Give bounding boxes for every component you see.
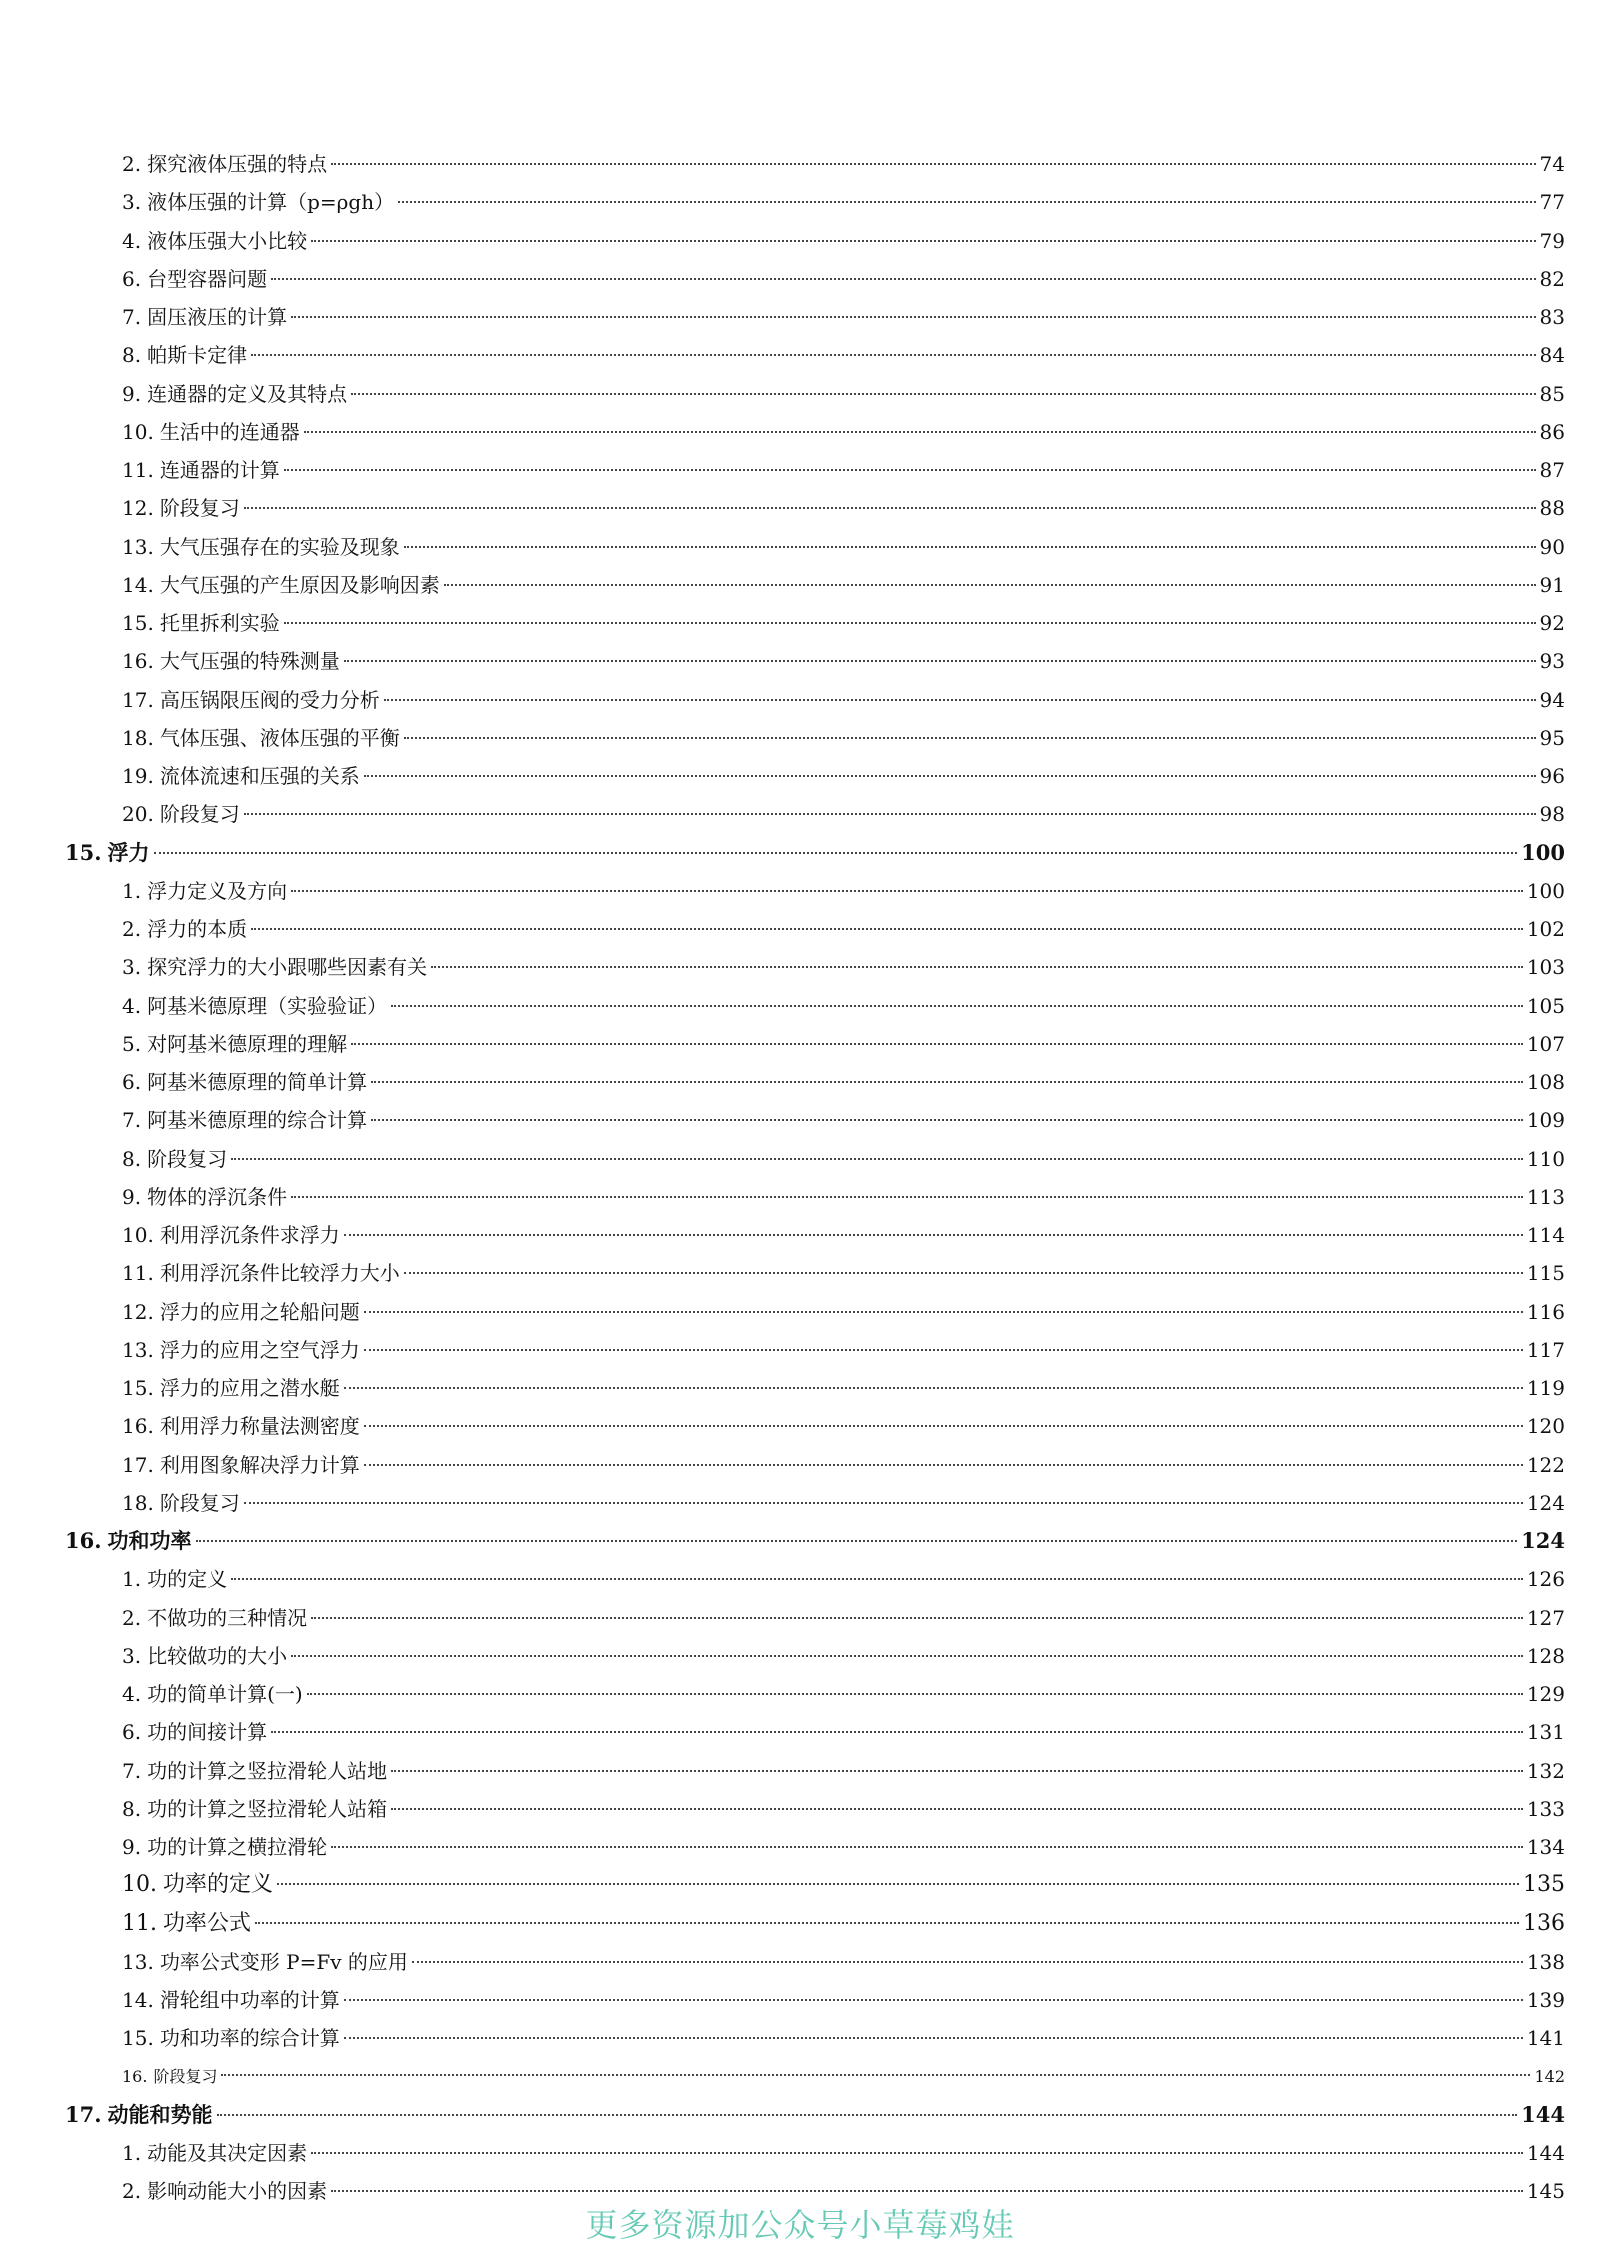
- toc-number: 4.: [122, 229, 142, 253]
- toc-number: 15.: [65, 840, 102, 865]
- toc-page-number: 145: [1526, 2179, 1565, 2203]
- toc-entry[interactable]: [122, 528, 1565, 566]
- toc-title: 对阿基米德原理的理解: [147, 1032, 348, 1056]
- dot-leader: [412, 1961, 1523, 1963]
- toc-entry[interactable]: [122, 1254, 1565, 1292]
- toc-entry[interactable]: [122, 1025, 1565, 1063]
- toc-page-number: 124: [1526, 1491, 1565, 1515]
- toc-number: 17.: [122, 1453, 154, 1477]
- toc-page-number: 139: [1526, 1988, 1565, 2012]
- toc-page-number: 92: [1539, 611, 1565, 635]
- dot-leader: [331, 2190, 1523, 2192]
- dot-leader: [344, 1387, 1523, 1389]
- toc-entry[interactable]: [122, 1828, 1565, 1866]
- toc-page-number: 102: [1526, 917, 1565, 941]
- toc-page-number: 113: [1526, 1185, 1565, 1209]
- toc-title: 托里拆利实验: [159, 611, 280, 635]
- toc-page-number: 134: [1526, 1835, 1565, 1859]
- toc-page-number: 126: [1526, 1567, 1565, 1591]
- toc-number: 15.: [122, 1376, 154, 1400]
- dot-leader: [271, 278, 1535, 280]
- toc-title: 浮力的应用之空气浮力: [159, 1338, 360, 1362]
- toc-number: 13.: [122, 1338, 154, 1362]
- toc-number: 11.: [122, 1261, 154, 1285]
- dot-leader: [391, 1808, 1523, 1810]
- toc-entry[interactable]: [122, 298, 1565, 336]
- toc-page-number: 136: [1523, 1911, 1565, 1936]
- dot-leader: [284, 469, 1536, 471]
- toc-number: 2.: [122, 917, 142, 941]
- toc-title: 浮力: [107, 840, 150, 865]
- toc-entry[interactable]: [122, 413, 1565, 451]
- toc-page-number: 135: [1523, 1872, 1565, 1897]
- dot-leader: [404, 546, 1536, 548]
- toc-number: 6.: [122, 267, 142, 291]
- dot-leader: [404, 1272, 1523, 1274]
- toc-page-number: 127: [1526, 1606, 1565, 1630]
- dot-leader: [364, 1464, 1523, 1466]
- toc-title: 利用浮沉条件比较浮力大小: [159, 1261, 400, 1285]
- toc-title: 功的简单计算(一): [147, 1682, 303, 1706]
- toc-page-number: 142: [1534, 2067, 1565, 2086]
- toc-page-number: 83: [1539, 305, 1565, 329]
- toc-title: 利用图象解决浮力计算: [159, 1453, 360, 1477]
- toc-page-number: 107: [1526, 1032, 1565, 1056]
- toc-number: 16.: [122, 2067, 148, 2086]
- toc-title: 阿基米德原理（实验验证）: [147, 994, 388, 1018]
- toc-page-number: 122: [1526, 1453, 1565, 1477]
- toc-title: 功和功率的综合计算: [159, 2026, 340, 2050]
- toc-title: 功和功率: [107, 1528, 192, 1553]
- toc-page-number: 109: [1526, 1108, 1565, 1132]
- toc-number: 10.: [122, 1872, 157, 1897]
- dot-leader: [398, 201, 1535, 203]
- toc-number: 12.: [122, 1300, 154, 1324]
- toc-page-number: 74: [1539, 152, 1565, 176]
- dot-leader: [196, 1540, 1518, 1542]
- dot-leader: [255, 1922, 1519, 1924]
- toc-page-number: 132: [1526, 1759, 1565, 1783]
- toc-entry[interactable]: [122, 1599, 1565, 1637]
- toc-page-number: 115: [1526, 1261, 1565, 1285]
- toc-page-number: 82: [1539, 267, 1565, 291]
- toc-number: 9.: [122, 382, 142, 406]
- toc-entry[interactable]: [122, 1790, 1565, 1828]
- toc-number: 14.: [122, 1988, 154, 2012]
- dot-leader: [364, 1349, 1523, 1351]
- toc-entry[interactable]: [122, 1943, 1565, 1981]
- toc-title: 功的定义: [147, 1567, 228, 1591]
- dot-leader: [344, 2037, 1523, 2039]
- toc-entry[interactable]: [122, 183, 1565, 221]
- toc-number: 1.: [122, 1567, 142, 1591]
- toc-page-number: 129: [1526, 1682, 1565, 1706]
- toc-title: 连通器的计算: [159, 458, 280, 482]
- toc-number: 18.: [122, 1491, 154, 1515]
- toc-title: 阶段复习: [153, 2067, 218, 2086]
- toc-entry[interactable]: [122, 2058, 1565, 2096]
- toc-page-number: 95: [1539, 726, 1565, 750]
- toc-page-number: 144: [1521, 2102, 1565, 2127]
- toc-title: 功的计算之横拉滑轮: [147, 1835, 328, 1859]
- toc-page-number: 79: [1539, 229, 1565, 253]
- toc-number: 10.: [122, 1223, 154, 1247]
- toc-entry[interactable]: [122, 2134, 1565, 2172]
- toc-title: 连通器的定义及其特点: [147, 382, 348, 406]
- toc-entry[interactable]: [122, 795, 1565, 833]
- toc-number: 4.: [122, 1682, 142, 1706]
- toc-page-number: 91: [1539, 573, 1565, 597]
- toc-title: 高压锅限压阀的受力分析: [159, 688, 380, 712]
- dot-leader: [244, 1502, 1523, 1504]
- dot-leader: [154, 852, 1518, 854]
- toc-title: 阶段复习: [159, 1491, 240, 1515]
- dot-leader: [244, 813, 1536, 815]
- toc-entry[interactable]: [122, 222, 1565, 260]
- toc-number: 2.: [122, 152, 142, 176]
- toc-entry[interactable]: [122, 336, 1565, 374]
- toc-number: 9.: [122, 1185, 142, 1209]
- dot-leader: [444, 584, 1536, 586]
- dot-leader: [391, 1770, 1523, 1772]
- toc-number: 2.: [122, 2179, 142, 2203]
- toc-page-number: 144: [1526, 2141, 1565, 2165]
- dot-leader: [244, 507, 1536, 509]
- toc-title: 物体的浮沉条件: [147, 1185, 288, 1209]
- dot-leader: [304, 431, 1536, 433]
- dot-leader: [271, 1731, 1523, 1733]
- toc-entry[interactable]: [122, 145, 1565, 183]
- toc-entry[interactable]: [122, 260, 1565, 298]
- toc-number: 16.: [65, 1528, 102, 1553]
- toc-page-number: 84: [1539, 343, 1565, 367]
- toc-page-number: 100: [1526, 879, 1565, 903]
- dot-leader: [371, 1119, 1523, 1121]
- dot-leader: [371, 1081, 1523, 1083]
- toc-entry[interactable]: [122, 1331, 1565, 1369]
- toc-title: 探究浮力的大小跟哪些因素有关: [147, 955, 428, 979]
- toc-entry[interactable]: [122, 1293, 1565, 1331]
- toc-title: 大气压强的特殊测量: [159, 649, 340, 673]
- toc-title: 滑轮组中功率的计算: [159, 1988, 340, 2012]
- toc-page-number: 93: [1539, 649, 1565, 673]
- toc-title: 液体压强大小比较: [147, 229, 308, 253]
- toc-title: 浮力的应用之轮船问题: [159, 1300, 360, 1324]
- toc-entry[interactable]: [122, 1407, 1565, 1445]
- toc-title: 功的计算之竖拉滑轮人站箱: [147, 1797, 388, 1821]
- toc-number: 3.: [122, 1644, 142, 1668]
- dot-leader: [251, 928, 1523, 930]
- toc-number: 9.: [122, 1835, 142, 1859]
- toc-entry[interactable]: [122, 1178, 1565, 1216]
- toc-page-number: 96: [1539, 764, 1565, 788]
- toc-number: 11.: [122, 458, 154, 482]
- toc-page-number: 88: [1539, 496, 1565, 520]
- toc-number: 8.: [122, 343, 142, 367]
- toc-title: 阿基米德原理的简单计算: [147, 1070, 368, 1094]
- dot-leader: [291, 890, 1523, 892]
- toc-page-number: 87: [1539, 458, 1565, 482]
- toc-entry[interactable]: [122, 757, 1565, 795]
- dot-leader: [344, 1999, 1523, 2001]
- toc-number: 2.: [122, 1606, 142, 1630]
- toc-number: 16.: [122, 649, 154, 673]
- toc-page-number: 90: [1539, 535, 1565, 559]
- dot-leader: [311, 240, 1535, 242]
- toc-page-number: 94: [1539, 688, 1565, 712]
- toc-page-number: 108: [1526, 1070, 1565, 1094]
- toc-page-number: 103: [1526, 955, 1565, 979]
- toc-title: 探究液体压强的特点: [147, 152, 328, 176]
- toc-entry[interactable]: [122, 1637, 1565, 1675]
- toc-page-number: 128: [1526, 1644, 1565, 1668]
- dot-leader: [251, 354, 1535, 356]
- toc-entry[interactable]: [122, 1675, 1565, 1713]
- toc-number: 20.: [122, 802, 154, 826]
- toc-title: 浮力定义及方向: [147, 879, 288, 903]
- toc-title: 阶段复习: [159, 496, 240, 520]
- toc-title: 功率公式变形 P=Fv 的应用: [159, 1950, 408, 1974]
- toc-entry[interactable]: [122, 1216, 1565, 1254]
- toc-title: 大气压强存在的实验及现象: [159, 535, 400, 559]
- toc-number: 1.: [122, 879, 142, 903]
- dot-leader: [431, 966, 1523, 968]
- dot-leader: [217, 2114, 1518, 2116]
- toc-title: 浮力的应用之潜水艇: [159, 1376, 340, 1400]
- toc-entry[interactable]: [122, 566, 1565, 604]
- toc-number: 5.: [122, 1032, 142, 1056]
- toc-number: 10.: [122, 420, 154, 444]
- toc-title: 流体流速和压强的关系: [159, 764, 360, 788]
- toc-title: 利用浮力称量法测密度: [159, 1414, 360, 1438]
- dot-leader: [384, 699, 1536, 701]
- toc-number: 13.: [122, 1950, 154, 1974]
- toc-title: 帕斯卡定律: [147, 343, 248, 367]
- toc-entry[interactable]: [122, 2019, 1565, 2057]
- dot-leader: [311, 2152, 1523, 2154]
- toc-title: 功的计算之竖拉滑轮人站地: [147, 1759, 388, 1783]
- toc-title: 阶段复习: [147, 1147, 228, 1171]
- toc-page-number: 131: [1526, 1720, 1565, 1744]
- toc-number: 16.: [122, 1414, 154, 1438]
- toc-page-number: 110: [1526, 1147, 1565, 1171]
- toc-number: 8.: [122, 1147, 142, 1171]
- toc-entry[interactable]: [122, 1981, 1565, 2019]
- toc-page-number: 85: [1539, 382, 1565, 406]
- toc-title: 浮力的本质: [147, 917, 248, 941]
- toc-title: 阶段复习: [159, 802, 240, 826]
- toc-title: 功的间接计算: [147, 1720, 268, 1744]
- toc-title: 大气压强的产生原因及影响因素: [159, 573, 440, 597]
- dot-leader: [284, 622, 1536, 624]
- toc-entry[interactable]: [122, 1101, 1565, 1139]
- toc-number: 3.: [122, 955, 142, 979]
- toc-number: 18.: [122, 726, 154, 750]
- toc-entry[interactable]: [122, 1063, 1565, 1101]
- dot-leader: [404, 737, 1536, 739]
- toc-number: 13.: [122, 535, 154, 559]
- footer-watermark: 更多资源加公众号小草莓鸡娃: [585, 2206, 1015, 2244]
- toc-page-number: 114: [1526, 1223, 1565, 1247]
- dot-leader: [331, 163, 1535, 165]
- toc-page-number: 141: [1526, 2026, 1565, 2050]
- toc-number: 6.: [122, 1070, 142, 1094]
- toc-title: 影响动能大小的因素: [147, 2179, 328, 2203]
- dot-leader: [391, 1005, 1523, 1007]
- toc-number: 1.: [122, 2141, 142, 2165]
- toc-page-number: 119: [1526, 1376, 1565, 1400]
- toc-entry[interactable]: [122, 910, 1565, 948]
- toc-entry[interactable]: [122, 1369, 1565, 1407]
- toc-number: 15.: [122, 611, 154, 635]
- dot-leader: [221, 2074, 1530, 2076]
- toc-title: 液体压强的计算（p=ρgh）: [147, 190, 395, 214]
- dot-leader: [291, 316, 1535, 318]
- toc-page-number: 105: [1526, 994, 1565, 1018]
- dot-leader: [231, 1158, 1523, 1160]
- toc-number: 17.: [65, 2102, 102, 2127]
- toc-title: 功率公式: [163, 1911, 252, 1936]
- dot-leader: [331, 1846, 1523, 1848]
- toc-number: 14.: [122, 573, 154, 597]
- toc-page-number: 77: [1539, 190, 1565, 214]
- toc-entry[interactable]: [122, 1866, 1565, 1904]
- toc-entry[interactable]: [122, 681, 1565, 719]
- dot-leader: [351, 393, 1535, 395]
- toc-entry[interactable]: [122, 872, 1565, 910]
- toc-entry[interactable]: [122, 489, 1565, 527]
- toc-number: 7.: [122, 305, 142, 329]
- dot-leader: [351, 1043, 1523, 1045]
- toc-entry[interactable]: [122, 1484, 1565, 1522]
- toc-page-number: 98: [1539, 802, 1565, 826]
- toc-entry[interactable]: [122, 948, 1565, 986]
- toc-number: 6.: [122, 1720, 142, 1744]
- toc-title: 气体压强、液体压强的平衡: [159, 726, 400, 750]
- toc-page-number: 117: [1526, 1338, 1565, 1362]
- dot-leader: [364, 1425, 1523, 1427]
- toc-page-number: 138: [1526, 1950, 1565, 1974]
- toc-title: 固压液压的计算: [147, 305, 288, 329]
- toc-number: 17.: [122, 688, 154, 712]
- dot-leader: [364, 1311, 1523, 1313]
- dot-leader: [291, 1196, 1523, 1198]
- toc-entry[interactable]: [122, 451, 1565, 489]
- dot-leader: [291, 1655, 1523, 1657]
- toc-title: 阿基米德原理的综合计算: [147, 1108, 368, 1132]
- dot-leader: [277, 1883, 1519, 1885]
- toc-title: 功率的定义: [163, 1872, 274, 1897]
- toc-entry[interactable]: [122, 1560, 1565, 1598]
- dot-leader: [311, 1617, 1523, 1619]
- toc-entry[interactable]: [122, 1752, 1565, 1790]
- toc-number: 7.: [122, 1759, 142, 1783]
- toc-number: 19.: [122, 764, 154, 788]
- toc-title: 生活中的连通器: [159, 420, 300, 444]
- toc-number: 8.: [122, 1797, 142, 1821]
- toc-page-number: 100: [1521, 840, 1565, 865]
- toc-entry[interactable]: [122, 642, 1565, 680]
- toc-title: 动能及其决定因素: [147, 2141, 308, 2165]
- toc-entry[interactable]: [122, 719, 1565, 757]
- toc-page-number: 86: [1539, 420, 1565, 444]
- toc-title: 比较做功的大小: [147, 1644, 288, 1668]
- toc-number: 3.: [122, 190, 142, 214]
- dot-leader: [344, 1234, 1523, 1236]
- toc-chapter-heading[interactable]: [65, 2096, 1565, 2134]
- toc-page-number: 133: [1526, 1797, 1565, 1821]
- toc-number: 11.: [122, 1911, 157, 1936]
- dot-leader: [364, 775, 1536, 777]
- toc-page-number: 120: [1526, 1414, 1565, 1438]
- toc-number: 12.: [122, 496, 154, 520]
- toc-entry[interactable]: [122, 1140, 1565, 1178]
- toc-number: 7.: [122, 1108, 142, 1132]
- toc-number: 4.: [122, 994, 142, 1018]
- toc-page-number: 116: [1526, 1300, 1565, 1324]
- toc-chapter-heading[interactable]: [65, 1522, 1565, 1560]
- toc-entry[interactable]: [122, 1446, 1565, 1484]
- toc-entry[interactable]: [122, 375, 1565, 413]
- toc-page-number: 124: [1521, 1528, 1565, 1553]
- toc-title: 利用浮沉条件求浮力: [159, 1223, 340, 1247]
- toc-entry[interactable]: [122, 1713, 1565, 1751]
- dot-leader: [231, 1578, 1523, 1580]
- toc-title: 不做功的三种情况: [147, 1606, 308, 1630]
- toc-chapter-heading[interactable]: [65, 834, 1565, 872]
- toc-title: 动能和势能: [107, 2102, 213, 2127]
- dot-leader: [307, 1693, 1523, 1695]
- toc-entry[interactable]: [122, 1905, 1565, 1943]
- dot-leader: [344, 660, 1536, 662]
- toc-number: 15.: [122, 2026, 154, 2050]
- toc-title: 台型容器问题: [147, 267, 268, 291]
- toc-entry[interactable]: [122, 987, 1565, 1025]
- toc-entry[interactable]: [122, 604, 1565, 642]
